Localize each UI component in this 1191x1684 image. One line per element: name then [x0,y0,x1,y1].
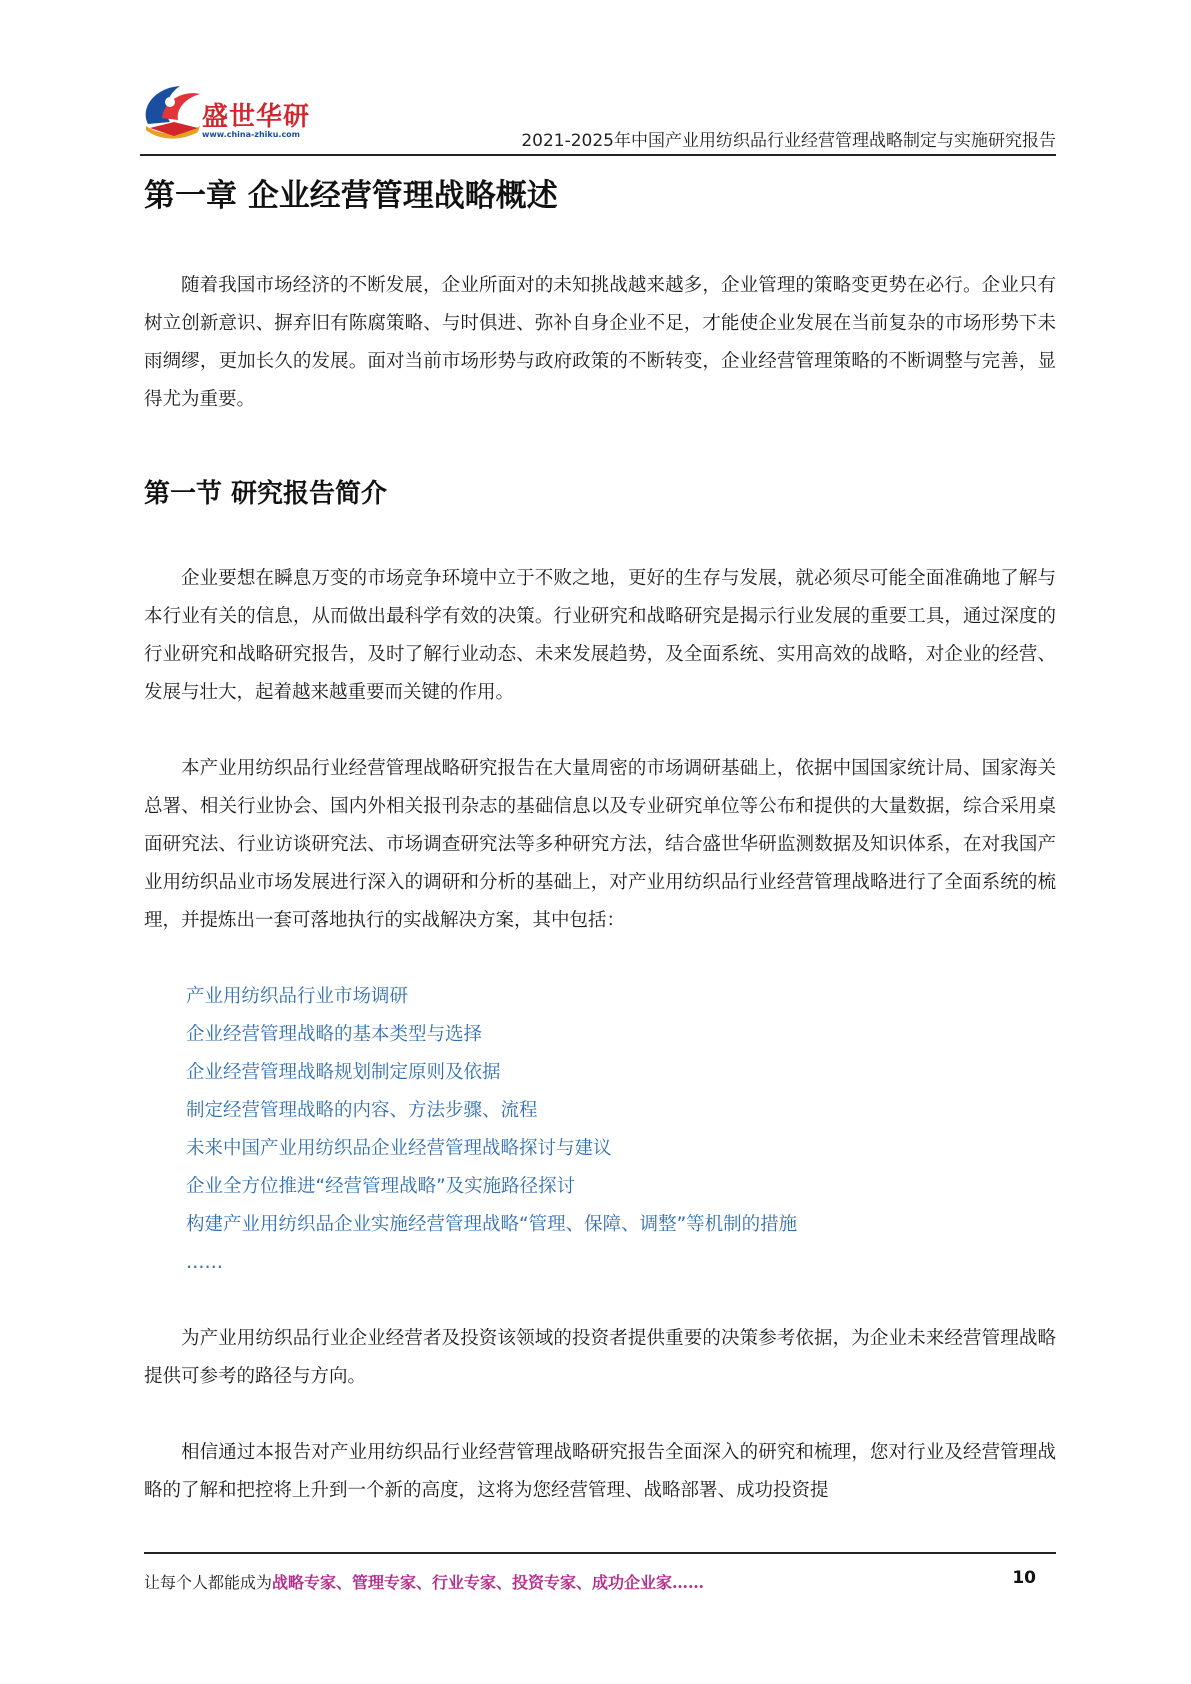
chapter-title: 第一章 企业经营管理战略概述 [144,178,558,214]
page-header [140,78,1056,158]
logo-url: www.china-zhiku.com [202,130,301,139]
logo-text: 盛世华研 [202,102,311,132]
footer-prefix: 让每个人都能成为 [144,1573,273,1592]
footer-divider [144,1552,1056,1554]
section-title: 第一节 研究报告简介 [144,479,388,509]
body-paragraph: 本产业用纺织品行业经营管理战略研究报告在大量周密的市场调研基础上，依据中国国家统计局、国家海关总署、相关行业协会、国内外相关报刊杂志的基础信息以及专业研究单位等公布和提供的大量数据，综合采用桌面研究法、行业访谈研究法、市场调查研究法等多种研究方法，结合盛世华研监测数据及知识体系，在对我国产业用纺织品业市场发展进行深入的调研和分析的基础上，对产业用纺织品行业经营管理战略进行了全面系统的梳理，并提炼出一套可落地执行的实战解决方案，其中包括： [144,758,1056,931]
list-item[interactable]: 企业经营管理战略规划制定原则及依据 [186,1062,501,1083]
body-paragraph: 企业要想在瞬息万变的市场竞争环境中立于不败之地，更好的生存与发展，就必须尽可能全面准确地了解与本行业有关的信息，从而做出最科学有效的决策。行业研究和战略研究是揭示行业发展的重要工具，通过深度的行业研究和战略研究报告，及时了解行业动态、未来发展趋势，及全面系统、实用高效的战略，对企业的经营、发展与壮大，起着越来越重要而关键的作用。 [144,568,1056,703]
page-content [144,170,1056,1510]
list-item[interactable]: 构建产业用纺织品企业实施经营管理战略“管理、保障、调整”等机制的措施 [186,1214,798,1235]
report-title: 2021-2025年中国产业用纺织品行业经营管理战略制定与实施研究报告 [521,131,1056,151]
closing-paragraph: 相信通过本报告对产业用纺织品行业经营管理战略研究报告全面深入的研究和梳理，您对行业及经营管理战略的了解和把控将上升到一个新的高度，这将为您经营管理、战略部署、成功投资提 [144,1442,1056,1501]
intro-paragraph: 随着我国市场经济的不断发展，企业所面对的未知挑战越来越多，企业管理的策略变更势在必行。企业只有树立创新意识、摒弃旧有陈腐策略、与时俱进、弥补自身企业不足，才能使企业发展在当前复杂的市场形势下未雨绸缪，更加长久的发展。面对当前市场形势与政府政策的不断转变，企业经营管理策略的不断调整与完善，显得尤为重要。 [144,275,1056,410]
footer-highlight: 战略专家、管理专家、行业专家、投资专家、成功企业家…… [272,1573,705,1592]
list-item[interactable]: 企业全方位推进“经营管理战略”及实施路径探讨 [186,1176,576,1197]
list-item[interactable]: 产业用纺织品行业市场调研 [186,986,409,1007]
page-number: 10 [1012,1568,1036,1588]
footer-slogan [144,1570,704,1593]
list-item[interactable]: 企业经营管理战略的基本类型与选择 [186,1024,483,1045]
header-divider [140,154,1056,156]
list-item[interactable]: 制定经营管理战略的内容、方法步骤、流程 [186,1100,538,1121]
list-item[interactable]: 未来中国产业用纺织品企业经营管理战略探讨与建议 [186,1138,612,1159]
contents-list [186,978,1056,1282]
list-item-ellipsis: …… [186,1252,223,1273]
closing-paragraph: 为产业用纺织品行业企业经营者及投资该领域的投资者提供重要的决策参考依据，为企业未来经营管理战略提供可参考的路径与方向。 [144,1328,1056,1387]
